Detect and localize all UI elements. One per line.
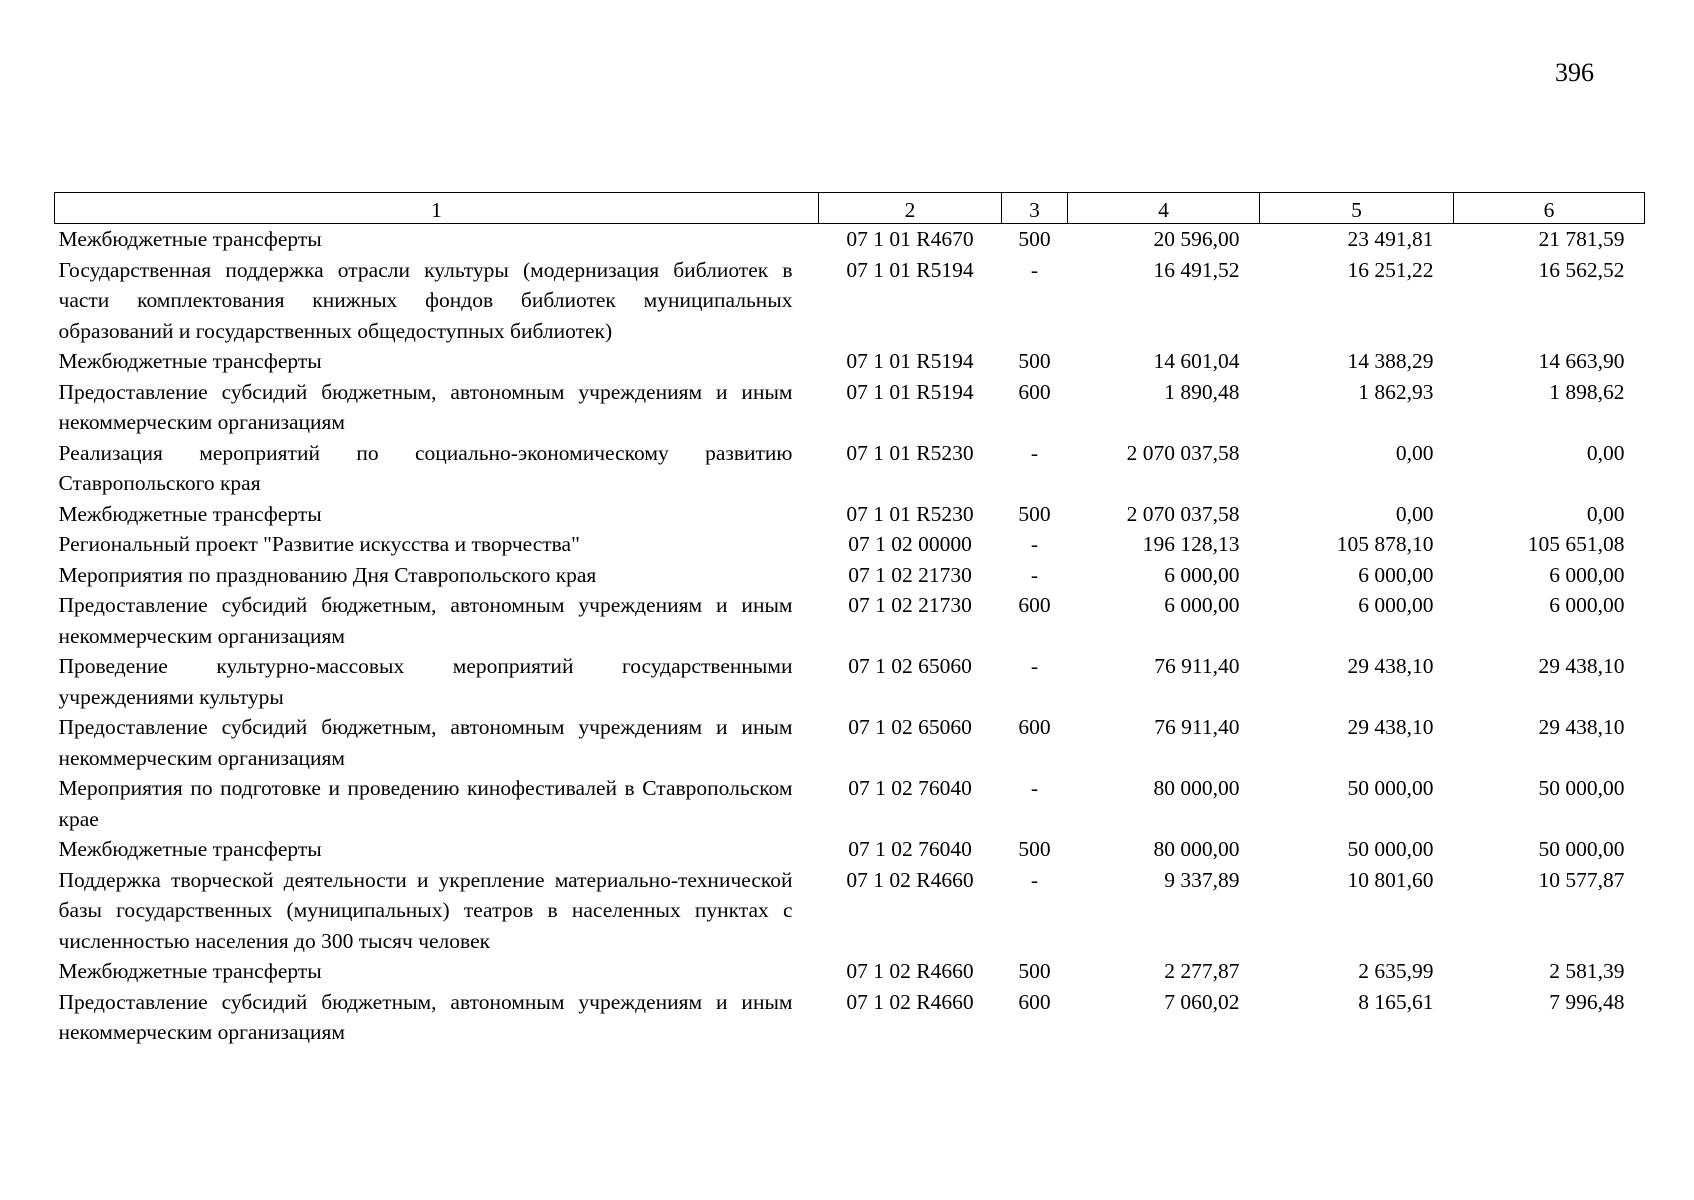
row-amount-col-5: 29 438,10 bbox=[1347, 715, 1434, 739]
row-name: Региональный проект "Развитие искусства и творчества" bbox=[58, 532, 580, 556]
row-amount-col-6: 0,00 bbox=[1586, 440, 1625, 465]
row-amount-col-6: 6 000,00 bbox=[1549, 562, 1625, 587]
row-amount-col-4: 9 337,89 bbox=[1164, 867, 1240, 892]
row-amount-col-4: 2 070 037,58 bbox=[1126, 440, 1240, 465]
row-amount-col-4: 6 000,00 bbox=[1164, 562, 1240, 587]
table-row bbox=[55, 773, 1645, 834]
row-amount-col-5: 0,00 bbox=[1395, 501, 1434, 526]
row-amount-col-6: 2 581,39 bbox=[1549, 959, 1625, 983]
row-amount-col-4: 1 890,48 bbox=[1164, 379, 1240, 404]
row-code: 07 1 02 76040 bbox=[848, 776, 972, 800]
row-amount-col-5: 6 000,00 bbox=[1358, 593, 1434, 617]
row-name: Межбюджетные трансферты bbox=[58, 227, 322, 251]
row-name: Государственная поддержка отрасли культуры (модернизация библиотек в части комплектования книжных фондов библиотек муниципальных образований и государственных общедоступных библиотек) bbox=[58, 257, 793, 343]
row-expense-type: - bbox=[1030, 532, 1039, 556]
row-code: 07 1 02 R4660 bbox=[846, 989, 974, 1014]
row-code: 07 1 01 R5230 bbox=[846, 501, 974, 526]
row-amount-col-4: 80 000,00 bbox=[1153, 837, 1240, 861]
header-row bbox=[55, 193, 1645, 224]
row-amount-col-6: 29 438,10 bbox=[1538, 654, 1625, 678]
table-header bbox=[55, 193, 1645, 224]
row-name: Предоставление субсидий бюджетным, автономным учреждениям и иным некоммерческим организациям bbox=[58, 379, 793, 434]
row-amount-col-5: 2 635,99 bbox=[1358, 959, 1434, 983]
table-row bbox=[55, 956, 1645, 987]
budget-table bbox=[54, 192, 1645, 1048]
table-row bbox=[55, 224, 1645, 255]
row-expense-type: 500 bbox=[1018, 349, 1051, 373]
row-amount-col-5: 29 438,10 bbox=[1347, 654, 1434, 678]
row-amount-col-6: 50 000,00 bbox=[1538, 776, 1625, 800]
row-amount-col-6: 50 000,00 bbox=[1538, 837, 1625, 861]
row-amount-col-5: 50 000,00 bbox=[1347, 837, 1434, 861]
row-amount-col-5: 50 000,00 bbox=[1347, 776, 1434, 800]
table-row bbox=[55, 377, 1645, 438]
row-amount-col-6: 7 996,48 bbox=[1549, 989, 1625, 1014]
row-expense-type: - bbox=[1030, 257, 1039, 282]
row-expense-type: 600 bbox=[1018, 989, 1051, 1014]
row-expense-type: 500 bbox=[1018, 501, 1051, 526]
row-name: Реализация мероприятий по социально-экономическому развитию Ставропольского края bbox=[58, 440, 793, 495]
row-code: 07 1 01 R5194 bbox=[846, 379, 974, 404]
row-amount-col-4: 7 060,02 bbox=[1164, 989, 1240, 1014]
row-name: Мероприятия по подготовке и проведению кинофестивалей в Ставропольском крае bbox=[58, 776, 793, 831]
row-code: 07 1 01 R5230 bbox=[846, 440, 974, 465]
row-code: 07 1 02 65060 bbox=[848, 715, 972, 739]
table-row bbox=[55, 834, 1645, 865]
row-amount-col-6: 10 577,87 bbox=[1538, 867, 1625, 892]
row-code: 07 1 02 R4660 bbox=[846, 867, 974, 892]
header-col-4: 4 bbox=[1068, 193, 1260, 224]
row-expense-type: - bbox=[1030, 654, 1039, 678]
row-amount-col-6: 14 663,90 bbox=[1538, 349, 1625, 373]
row-expense-type: 600 bbox=[1018, 379, 1051, 404]
row-expense-type: - bbox=[1030, 776, 1039, 800]
row-name: Поддержка творческой деятельности и укрепление материально-технической базы государственных (муниципальных) театров в населенных пунктах с численностью населения до 300 тысяч человек bbox=[58, 867, 793, 953]
row-expense-type: 500 bbox=[1018, 837, 1051, 861]
header-col-5: 5 bbox=[1260, 193, 1454, 224]
table-row bbox=[55, 346, 1645, 377]
row-amount-col-4: 2 070 037,58 bbox=[1126, 501, 1240, 526]
row-amount-col-5: 1 862,93 bbox=[1358, 379, 1434, 404]
row-amount-col-4: 16 491,52 bbox=[1153, 257, 1240, 282]
row-amount-col-5: 0,00 bbox=[1395, 440, 1434, 465]
row-amount-col-6: 1 898,62 bbox=[1549, 379, 1625, 404]
table-row bbox=[55, 987, 1645, 1048]
row-name: Межбюджетные трансферты bbox=[58, 349, 322, 373]
table-row bbox=[55, 865, 1645, 957]
row-code: 07 1 01 R5194 bbox=[846, 349, 974, 373]
row-amount-col-5: 6 000,00 bbox=[1358, 562, 1434, 587]
row-amount-col-6: 16 562,52 bbox=[1538, 257, 1625, 282]
row-name: Предоставление субсидий бюджетным, автономным учреждениям и иным некоммерческим организациям bbox=[58, 989, 793, 1044]
page-number: 396 bbox=[1555, 58, 1594, 87]
row-code: 07 1 02 R4660 bbox=[846, 959, 974, 983]
row-amount-col-6: 105 651,08 bbox=[1527, 532, 1625, 556]
row-amount-col-6: 6 000,00 bbox=[1549, 593, 1625, 617]
row-amount-col-5: 8 165,61 bbox=[1358, 989, 1434, 1014]
row-name: Межбюджетные трансферты bbox=[58, 501, 322, 526]
row-amount-col-6: 21 781,59 bbox=[1538, 227, 1625, 251]
row-amount-col-5: 105 878,10 bbox=[1336, 532, 1434, 556]
row-name: Предоставление субсидий бюджетным, автономным учреждениям и иным некоммерческим организациям bbox=[58, 593, 793, 648]
row-name: Проведение культурно-массовых мероприятий государственными учреждениями культуры bbox=[58, 654, 793, 709]
row-amount-col-5: 14 388,29 bbox=[1347, 349, 1434, 373]
row-code: 07 1 02 00000 bbox=[848, 532, 972, 556]
table-row bbox=[55, 499, 1645, 530]
row-amount-col-6: 0,00 bbox=[1586, 501, 1625, 526]
row-expense-type: 500 bbox=[1018, 959, 1051, 983]
row-expense-type: 600 bbox=[1018, 593, 1051, 617]
header-col-6: 6 bbox=[1454, 193, 1645, 224]
row-amount-col-5: 23 491,81 bbox=[1347, 227, 1434, 251]
table-row bbox=[55, 651, 1645, 712]
table-row bbox=[55, 590, 1645, 651]
row-amount-col-5: 16 251,22 bbox=[1347, 257, 1434, 282]
row-code: 07 1 01 R5194 bbox=[846, 257, 974, 282]
table-row bbox=[55, 712, 1645, 773]
row-amount-col-4: 2 277,87 bbox=[1164, 959, 1240, 983]
row-amount-col-4: 6 000,00 bbox=[1164, 593, 1240, 617]
row-name: Межбюджетные трансферты bbox=[58, 959, 322, 983]
row-amount-col-5: 10 801,60 bbox=[1347, 867, 1434, 892]
row-code: 07 1 02 21730 bbox=[848, 593, 972, 617]
row-expense-type: - bbox=[1030, 440, 1039, 465]
row-code: 07 1 02 21730 bbox=[848, 562, 972, 587]
row-amount-col-4: 76 911,40 bbox=[1154, 715, 1240, 739]
row-expense-type: 600 bbox=[1018, 715, 1051, 739]
row-name: Предоставление субсидий бюджетным, автономным учреждениям и иным некоммерческим организациям bbox=[58, 715, 793, 770]
row-expense-type: 500 bbox=[1018, 227, 1051, 251]
table-row bbox=[55, 438, 1645, 499]
table-row bbox=[55, 529, 1645, 560]
row-amount-col-4: 20 596,00 bbox=[1153, 227, 1240, 251]
row-expense-type: - bbox=[1030, 867, 1039, 892]
row-code: 07 1 02 65060 bbox=[848, 654, 972, 678]
row-amount-col-6: 29 438,10 bbox=[1538, 715, 1625, 739]
row-expense-type: - bbox=[1030, 562, 1039, 587]
table-row bbox=[55, 560, 1645, 591]
row-code: 07 1 01 R4670 bbox=[846, 227, 974, 251]
row-name: Мероприятия по празднованию Дня Ставропольского края bbox=[58, 562, 597, 587]
row-amount-col-4: 14 601,04 bbox=[1153, 349, 1240, 373]
row-amount-col-4: 76 911,40 bbox=[1154, 654, 1240, 678]
header-col-1: 1 bbox=[55, 193, 819, 224]
row-amount-col-4: 196 128,13 bbox=[1142, 532, 1240, 556]
table-row bbox=[55, 255, 1645, 347]
row-amount-col-4: 80 000,00 bbox=[1153, 776, 1240, 800]
header-col-2: 2 bbox=[819, 193, 1002, 224]
row-code: 07 1 02 76040 bbox=[848, 837, 972, 861]
header-col-3: 3 bbox=[1002, 193, 1068, 224]
row-name: Межбюджетные трансферты bbox=[58, 837, 322, 861]
table-body bbox=[55, 224, 1645, 1048]
